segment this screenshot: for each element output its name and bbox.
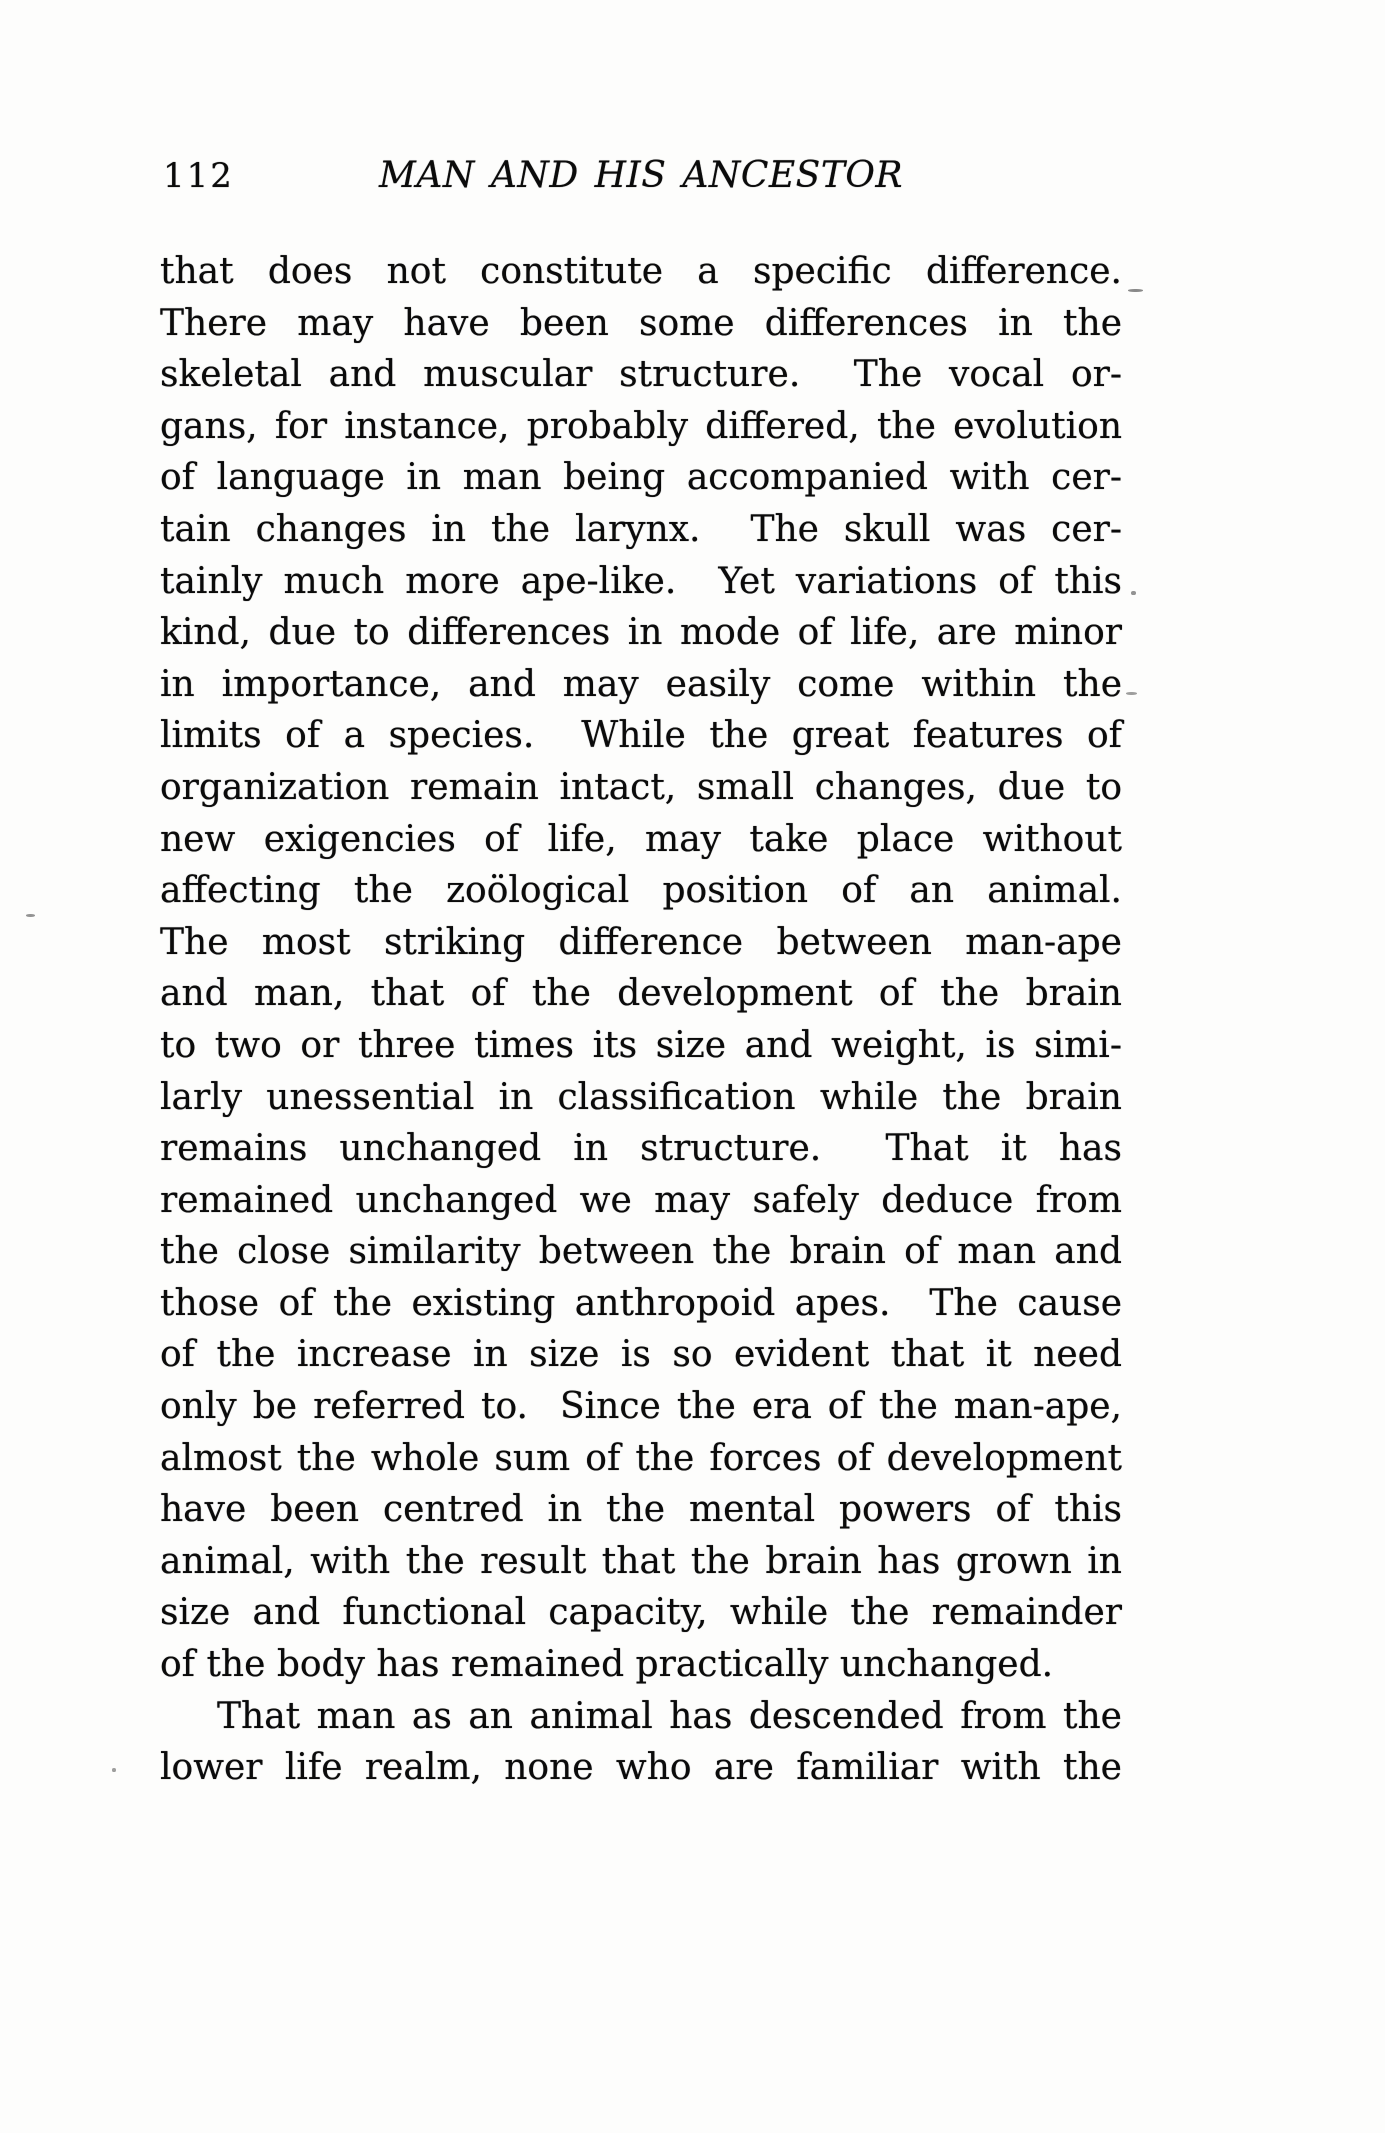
text-line: skeletal and muscular structure. The vocal or-	[160, 354, 1122, 396]
text-line: have been centred in the mental powers of this	[160, 1489, 1122, 1531]
text-line: remains unchanged in structure. That it has	[160, 1128, 1122, 1170]
text-line: the close similarity between the brain of man and	[160, 1231, 1122, 1273]
running-title: MAN AND HIS ANCESTOR	[379, 155, 903, 196]
text-line: that does not constitute a specific difference.	[160, 251, 1122, 292]
text-line: lower life realm, none who are familiar with the	[160, 1747, 1122, 1789]
text-line: only be referred to. Since the era of the man-ape,	[160, 1386, 1122, 1428]
text-line: size and functional capacity, while the remainder	[160, 1592, 1122, 1634]
text-line: of language in man being accompanied with cer-	[160, 457, 1122, 499]
text-line: of the increase in size is so evident that it need	[160, 1334, 1122, 1376]
text-line: The most striking difference between man-ape	[160, 921, 1122, 963]
text-line: those of the existing anthropoid apes. The cause	[160, 1282, 1122, 1324]
text-line: organization remain intact, small changes, due to	[160, 766, 1122, 808]
text-line: tainly much more ape-like. Yet variations of this	[160, 560, 1122, 602]
scan-speck	[1126, 692, 1137, 695]
scan-speck	[1131, 591, 1136, 595]
text-line: There may have been some differences in the	[160, 302, 1122, 344]
scan-speck	[1128, 289, 1143, 292]
text-line: to two or three times its size and weight, is simi-	[160, 1024, 1122, 1066]
page-number: 112	[163, 156, 234, 196]
text-line: gans, for instance, probably differed, the evolution	[160, 405, 1122, 447]
text-line: almost the whole sum of the forces of development	[160, 1437, 1122, 1479]
text-line: larly unessential in classification while the brain	[160, 1076, 1122, 1118]
text-line: remained unchanged we may safely deduce from	[160, 1179, 1122, 1221]
text-line-paragraph-end: of the body has remained practically unchanged.	[160, 1644, 1054, 1686]
text-line: animal, with the result that the brain has grown in	[160, 1540, 1122, 1582]
body-text	[160, 246, 1122, 1794]
text-line: new exigencies of life, may take place without	[160, 818, 1122, 860]
text-line: kind, due to differences in mode of life, are minor	[160, 612, 1122, 654]
text-line: tain changes in the larynx. The skull was cer-	[160, 508, 1122, 550]
text-line: in importance, and may easily come within the	[160, 663, 1122, 705]
text-line: and man, that of the development of the brain	[160, 973, 1122, 1015]
scan-speck	[112, 1768, 116, 1772]
text-line: affecting the zoölogical position of an animal.	[160, 870, 1122, 912]
scan-speck	[26, 914, 35, 917]
text-line-paragraph-start: That man as an animal has descended from the	[217, 1695, 1122, 1737]
text-line: limits of a species. While the great features of	[160, 715, 1122, 757]
